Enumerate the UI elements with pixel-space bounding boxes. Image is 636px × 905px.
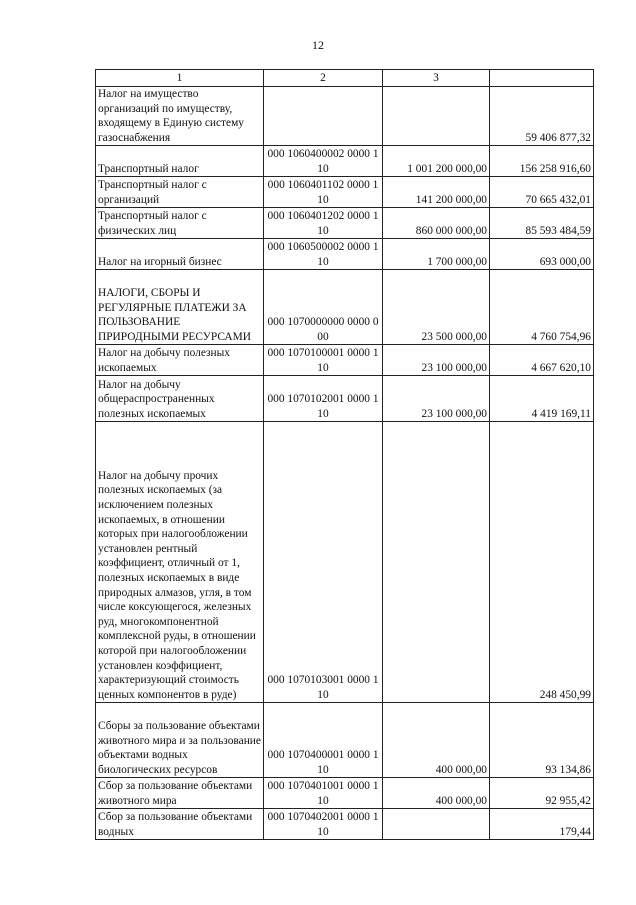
row-plan-amount	[383, 809, 490, 840]
row-plan-amount: 141 200 000,00	[383, 177, 490, 208]
row-name: Налог на имущество организаций по имуществу, входящему в Единую систему газоснабжения	[96, 87, 264, 146]
row-actual-amount: 179,44	[490, 809, 594, 840]
column-header-2: 2	[264, 70, 383, 87]
row-code: 000 1070102001 0000 110	[264, 376, 383, 422]
row-actual-amount: 4 419 169,11	[490, 376, 594, 422]
table-row	[96, 208, 594, 239]
table-row	[96, 778, 594, 809]
row-plan-amount: 860 000 000,00	[383, 208, 490, 239]
row-plan-amount: 23 100 000,00	[383, 376, 490, 422]
row-actual-amount: 248 450,99	[490, 422, 594, 703]
row-actual-amount: 70 665 432,01	[490, 177, 594, 208]
row-actual-amount: 156 258 916,60	[490, 146, 594, 177]
row-name: Сбор за пользование объектами животного мира	[96, 778, 264, 809]
row-code: 000 1070400001 0000 110	[264, 703, 383, 778]
row-plan-amount	[383, 422, 490, 703]
row-plan-amount: 400 000,00	[383, 703, 490, 778]
row-plan-amount: 1 700 000,00	[383, 239, 490, 270]
table-row	[96, 239, 594, 270]
column-header-4	[490, 70, 594, 87]
row-code: 000 1070100001 0000 110	[264, 345, 383, 376]
row-code	[264, 87, 383, 146]
table-row	[96, 87, 594, 146]
column-header-3: 3	[383, 70, 490, 87]
table-body	[96, 87, 594, 840]
row-actual-amount: 92 955,42	[490, 778, 594, 809]
row-name: Налог на игорный бизнес	[96, 239, 264, 270]
row-code: 000 1060400002 0000 110	[264, 146, 383, 177]
table-row	[96, 345, 594, 376]
row-actual-amount: 85 593 484,59	[490, 208, 594, 239]
row-code: 000 1070402001 0000 110	[264, 809, 383, 840]
row-actual-amount: 93 134,86	[490, 703, 594, 778]
row-plan-amount: 23 500 000,00	[383, 270, 490, 345]
row-actual-amount: 4 760 754,96	[490, 270, 594, 345]
row-name: Налог на добычу общераспространенных полезных ископаемых	[96, 376, 264, 422]
table-row	[96, 809, 594, 840]
row-plan-amount: 1 001 200 000,00	[383, 146, 490, 177]
row-code: 000 1070000000 0000 000	[264, 270, 383, 345]
row-plan-amount: 23 100 000,00	[383, 345, 490, 376]
row-code: 000 1070103001 0000 110	[264, 422, 383, 703]
row-actual-amount: 59 406 877,32	[490, 87, 594, 146]
row-name: Транспортный налог с физических лиц	[96, 208, 264, 239]
row-name: Сбор за пользование объектами водных	[96, 809, 264, 840]
row-name: Транспортный налог	[96, 146, 264, 177]
budget-table	[95, 69, 594, 840]
table-row	[96, 422, 594, 703]
row-name: Сборы за пользование объектами животного мира и за пользование объектами водных биологических ресурсов	[96, 703, 264, 778]
table-header-row	[96, 70, 594, 87]
column-header-1: 1	[96, 70, 264, 87]
page-number: 12	[312, 38, 324, 52]
row-code: 000 1070401001 0000 110	[264, 778, 383, 809]
row-actual-amount: 693 000,00	[490, 239, 594, 270]
table-row	[96, 703, 594, 778]
row-name: Транспортный налог с организаций	[96, 177, 264, 208]
table-row	[96, 146, 594, 177]
row-name: НАЛОГИ, СБОРЫ И РЕГУЛЯРНЫЕ ПЛАТЕЖИ ЗА ПОЛЬЗОВАНИЕ ПРИРОДНЫМИ РЕСУРСАМИ	[96, 270, 264, 345]
table-row	[96, 270, 594, 345]
row-plan-amount: 400 000,00	[383, 778, 490, 809]
row-plan-amount	[383, 87, 490, 146]
row-code: 000 1060401202 0000 110	[264, 208, 383, 239]
row-code: 000 1060500002 0000 110	[264, 239, 383, 270]
row-name: Налог на добычу прочих полезных ископаемых (за исключением полезных ископаемых, в отношении которых при налогообложении установлен рентный коэффициент, отличный от 1, полезных ископаемых в виде природных алмазов, угля, в том числе коксующегося, железных руд, многокомпонентной комплексной руды, в отношении которой при налогообложении установлен коэффициент, характеризующий стоимость ценных компонентов в руде)	[96, 422, 264, 703]
row-actual-amount: 4 667 620,10	[490, 345, 594, 376]
table-row	[96, 376, 594, 422]
row-code: 000 1060401102 0000 110	[264, 177, 383, 208]
row-name: Налог на добычу полезных ископаемых	[96, 345, 264, 376]
table-row	[96, 177, 594, 208]
